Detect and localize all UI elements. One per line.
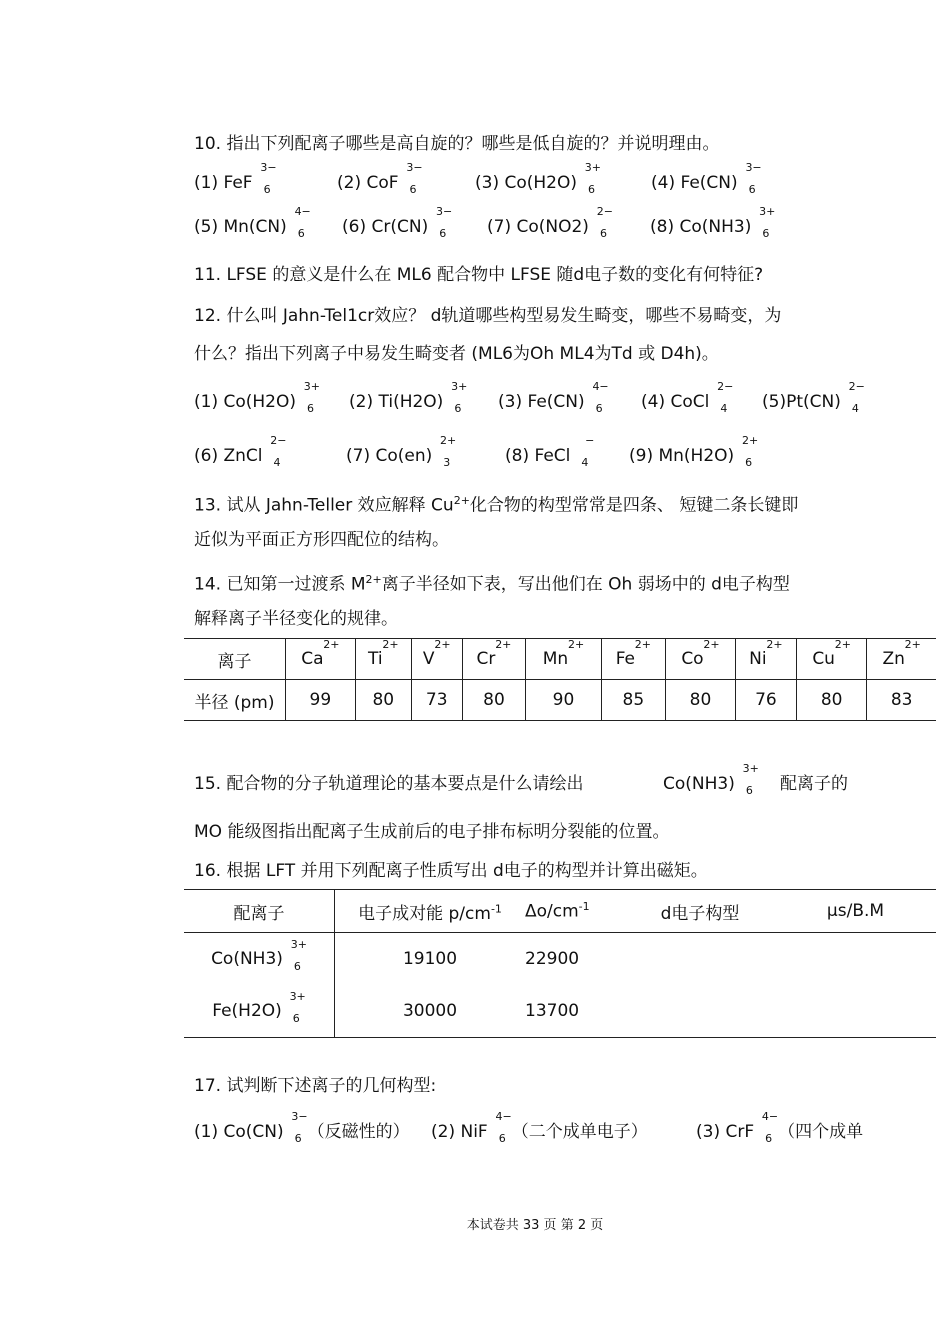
ion-header-label: 离子	[184, 639, 286, 680]
complex-property-table	[184, 889, 936, 1038]
radius-cell: 80	[666, 680, 736, 721]
q12-item-7: (7) Co(en) 2+ 3	[346, 434, 457, 469]
ion-cell: Ca 2+	[286, 639, 356, 680]
q10-item-2: (2) CoF 3− 6	[337, 161, 423, 196]
q12-item-4: (4) CoCl 2− 4	[641, 380, 734, 415]
q12-item-1: (1) Co(H2O) 3+ 6	[194, 380, 320, 415]
q13-line1: 13. 试从 Jahn-Teller 效应解释 $Cu^{2+}$化合物的构型常常是四条、 短键二条长键即	[194, 494, 799, 516]
complex-row	[184, 933, 936, 986]
radius-row-label: 半径 (pm)	[184, 680, 286, 721]
radius-cell: 80	[462, 680, 526, 721]
q12-item-9: (9) Mn(H2O) 2+ 6	[629, 434, 759, 469]
header-delta: $\Delta o/cm^{-1}$	[525, 890, 625, 933]
ion-cell: Ni 2+	[735, 639, 796, 680]
mu-value	[775, 933, 936, 986]
d-config-value	[625, 933, 775, 986]
q10-item-4: (4) Fe(CN) 3− 6	[651, 161, 762, 196]
complex-formula: Co(NH3) 3+ 6	[184, 933, 335, 986]
complex-row	[184, 985, 936, 1038]
radius-cell: 85	[601, 680, 665, 721]
q10-item-6: (6) Cr(CN) 3− 6	[342, 205, 453, 240]
radius-row	[184, 680, 936, 721]
q10-item-5: (5) Mn(CN) 4− 6	[194, 205, 311, 240]
q10-item-1: (1) FeF 3− 6	[194, 161, 277, 196]
q10-item-3: (3) Co(H2O) 3+ 6	[475, 161, 601, 196]
q13-line2: 近似为平面正方形四配位的结构。	[194, 530, 449, 550]
q12-item-3: (3) Fe(CN) 4− 6	[498, 380, 609, 415]
delta-value: 13700	[525, 1001, 580, 1021]
q14-line2: 解释离子半径变化的规律。	[194, 609, 398, 629]
ion-cell: Cr 2+	[462, 639, 526, 680]
complex-formula: Fe(H2O) 3+ 6	[184, 985, 335, 1038]
pairing-energy-value: 19100	[402, 949, 458, 969]
q12-line2: 什么？指出下列离子中易发生畸变者 (ML6为Oh ML4为Td 或 D4h)。	[194, 344, 719, 364]
header-complex: 配离子	[184, 890, 335, 933]
q15-formula: Co(NH3) 3+ 6	[663, 762, 759, 797]
radius-cell: 99	[286, 680, 356, 721]
ion-radius-table	[184, 638, 936, 721]
header-d-config: d电子构型	[625, 890, 775, 933]
d-config-value	[625, 985, 775, 1038]
header-pairing-energy: 电子成对能 $p/cm^{-1}$	[335, 890, 526, 933]
q12-line1: 12. 什么叫 Jahn-Tel1cr效应？ d轨道哪些构型易发生畸变，哪些不易畸变，为	[194, 306, 782, 326]
q10-item-8: (8) Co(NH3) 3+ 6	[650, 205, 776, 240]
q16-text: 16. 根据 LFT 并用下列配离子性质写出 d电子的构型并计算出磁矩。	[194, 861, 708, 881]
radius-cell: 73	[411, 680, 462, 721]
ion-cell: Zn 2+	[867, 639, 936, 680]
q10-title: 10. 指出下列配离子哪些是高自旋的？哪些是低自旋的？并说明理由。	[194, 134, 720, 154]
ion-cell: Fe 2+	[601, 639, 665, 680]
ion-cell: Co 2+	[666, 639, 736, 680]
header-mu: μs/B.M	[775, 890, 936, 933]
radius-cell: 80	[796, 680, 866, 721]
ion-header-row	[184, 639, 936, 680]
q17-item-1: (1) Co(CN) 3− 6 （反磁性的）	[194, 1110, 410, 1145]
q11-text: 11. LFSE 的意义是什么在 ML6 配合物中 LFSE 随d电子数的变化有何特征?	[194, 265, 764, 285]
mu-value	[775, 985, 936, 1038]
ion-cell: Cu 2+	[796, 639, 866, 680]
q17-item-3: (3) CrF 4− 6 （四个成单	[696, 1110, 864, 1145]
q12-item-8: (8) FeCl − 4	[505, 434, 595, 469]
q15-line1: 15. 配合物的分子轨道理论的基本要点是什么请绘出	[194, 774, 584, 794]
delta-value: 22900	[525, 949, 580, 969]
radius-cell: 90	[526, 680, 601, 721]
q15-line2: MO 能级图指出配离子生成前后的电子排布标明分裂能的位置。	[194, 822, 670, 842]
ion-cell: V 2+	[411, 639, 462, 680]
pairing-energy-value: 30000	[402, 1001, 458, 1021]
q14-line1: 14. 已知第一过渡系 $M^{2+}$离子半径如下表，写出他们在 Oh 弱场中的 d电子构型	[194, 573, 790, 595]
q12-item-6: (6) ZnCl 2− 4	[194, 434, 287, 469]
q17-item-2: (2) NiF 4− 6 （二个成单电子）	[431, 1110, 648, 1145]
radius-cell: 76	[735, 680, 796, 721]
radius-cell: 80	[355, 680, 411, 721]
complex-header-row	[184, 890, 936, 933]
page-footer: 本试卷共 33 页 第 2 页	[466, 1218, 604, 1233]
q12-item-2: (2) Ti(H2O) 3+ 6	[349, 380, 468, 415]
q12-item-5: (5)Pt(CN) 2− 4	[762, 380, 865, 415]
q15-line1-tail: 配离子的	[780, 774, 848, 794]
q17-title: 17. 试判断下述离子的几何构型:	[194, 1076, 437, 1096]
radius-cell: 83	[890, 690, 913, 710]
q10-item-7: (7) Co(NO2) 2− 6	[487, 205, 613, 240]
ion-cell: Mn 2+	[526, 639, 601, 680]
ion-cell: Ti 2+	[355, 639, 411, 680]
